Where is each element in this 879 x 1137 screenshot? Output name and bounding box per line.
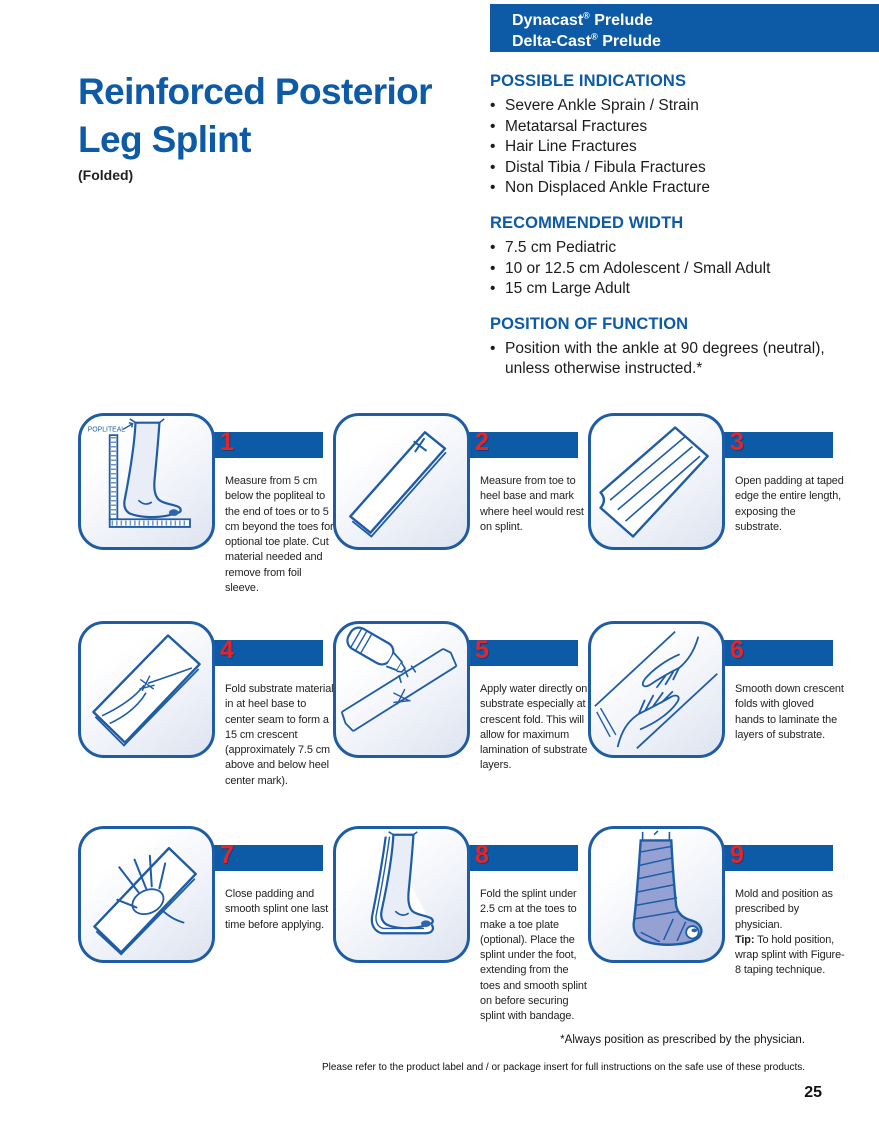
step-9 [588, 823, 843, 1023]
bullet-marker: • [490, 239, 496, 257]
fold-crescent-illustration [81, 624, 212, 755]
step-illustration-tile [588, 826, 725, 963]
width-list [490, 238, 832, 300]
registered-mark-icon: ® [583, 10, 590, 21]
step-illustration-tile [333, 826, 470, 963]
bullet-marker: • [490, 259, 496, 277]
section-heading: RECOMMENDED WIDTH [490, 214, 684, 233]
step-number: 7 [220, 841, 234, 869]
step-4 [78, 618, 333, 818]
smooth-hands-illustration [591, 624, 722, 755]
step-text: Measure from 5 cm below the popliteal to the end of toes or to 5 cm beyond the toes for optional toe plate. Cut material needed and remove from foil sleeve. [225, 475, 334, 594]
step-illustration-tile [588, 621, 725, 758]
step-1 [78, 410, 333, 610]
section-position-of-function [490, 315, 832, 380]
title-block [78, 68, 478, 183]
step-illustration-tile [588, 413, 725, 550]
section-possible-indications [490, 72, 832, 199]
list-item: • Metatarsal Fractures [490, 117, 832, 138]
list-item: • Distal Tibia / Fibula Fractures [490, 158, 832, 179]
list-item: • Hair Line Fractures [490, 137, 832, 158]
step-number: 6 [730, 636, 744, 664]
step-number: 9 [730, 841, 744, 869]
wrapped-cast-illustration [591, 829, 722, 960]
step-number: 5 [475, 636, 489, 664]
step-number: 8 [475, 841, 489, 869]
bullet-marker: • [490, 97, 496, 114]
step-illustration-tile [78, 413, 215, 550]
instruction-steps [78, 410, 843, 1035]
apply-water-illustration [336, 624, 467, 755]
splint-mark-illustration [336, 416, 467, 547]
section-recommended-width [490, 214, 832, 300]
step-2 [333, 410, 588, 610]
list-item: • Severe Ankle Sprain / Strain [490, 96, 832, 117]
registered-mark-icon: ® [591, 31, 598, 42]
step-text: Fold the splint under 2.5 cm at the toes to make a toe plate (optional). Place the splint under the foot, extending from the toes and smooth splint on before securing splint with bandage. [480, 888, 587, 1023]
brand-line-1: Dynacast® Prelude [512, 10, 653, 29]
bullet-marker: • [490, 117, 496, 135]
brand-header [490, 4, 879, 52]
bullet-marker: • [490, 280, 496, 298]
step-number: 3 [730, 428, 744, 456]
bullet-marker: • [490, 158, 496, 176]
step-text: Open padding at taped edge the entire length, exposing the substrate. [735, 475, 844, 533]
step-text: Close padding and smooth splint one last time before applying. [225, 888, 329, 931]
section-heading: POSITION OF FUNCTION [490, 314, 689, 333]
bullet-marker: • [490, 179, 496, 197]
list-item: • 7.5 cm Pediatric [490, 238, 832, 259]
bullet-marker: • [490, 138, 496, 156]
step-text: Apply water directly on substrate especially at crescent fold. This will allow for maximum lamination of substrate layers. [480, 683, 588, 772]
section-heading: POSSIBLE INDICATIONS [490, 72, 687, 90]
open-padding-illustration [591, 416, 722, 547]
list-item: • Non Displaced Ankle Fracture [490, 178, 832, 199]
step-text: Smooth down crescent folds with gloved hands to laminate the layers of substrate. [735, 683, 844, 741]
step-illustration-tile [333, 413, 470, 550]
splint-under-foot-illustration [336, 829, 467, 960]
page-title: Reinforced Posterior Leg Splint [78, 71, 432, 161]
step-text: Mold and position as prescribed by physician. Tip: To hold position, wrap splint with Figure-8 taping technique. [735, 888, 845, 977]
indications-list [490, 96, 832, 199]
leg-measure-illustration [81, 416, 212, 547]
asterisk-footnote: *Always position as prescribed by the physician. [560, 1034, 805, 1046]
step-text: Measure from toe to heel base and mark where heel would rest on splint. [480, 475, 584, 533]
step-8 [333, 823, 588, 1023]
step-illustration-tile [78, 621, 215, 758]
step-illustration-tile [78, 826, 215, 963]
list-item: • 15 cm Large Adult [490, 279, 832, 300]
tip-label: Tip: [735, 933, 755, 946]
step-number: 4 [220, 636, 234, 664]
step-6 [588, 618, 843, 818]
position-list [490, 339, 832, 380]
list-item: • Position with the ankle at 90 degrees (neutral), unless otherwise instructed.* [490, 339, 825, 378]
close-padding-illustration [81, 829, 212, 960]
step-7 [78, 823, 333, 1023]
step-3 [588, 410, 843, 610]
refer-footnote: Please refer to the product label and / or package insert for full instructions on the safe use of these products. [321, 1062, 805, 1073]
popliteal-label: POPLITEAL [87, 426, 126, 434]
step-number: 1 [220, 428, 234, 456]
info-column [490, 72, 832, 395]
step-illustration-tile [333, 621, 470, 758]
step-text: Fold substrate material in at heel base to center seam to form a 15 cm crescent (approximately 7.5 cm above and below heel center mark). [225, 683, 334, 787]
brand-line-2: Delta-Cast® Prelude [512, 31, 661, 51]
page-subtitle: (Folded) [78, 167, 134, 184]
list-item: • 10 or 12.5 cm Adolescent / Small Adult [490, 259, 832, 280]
page-number: 25 [804, 1084, 822, 1101]
step-number: 2 [475, 428, 489, 456]
bullet-marker: • [490, 339, 496, 357]
step-5 [333, 618, 588, 818]
